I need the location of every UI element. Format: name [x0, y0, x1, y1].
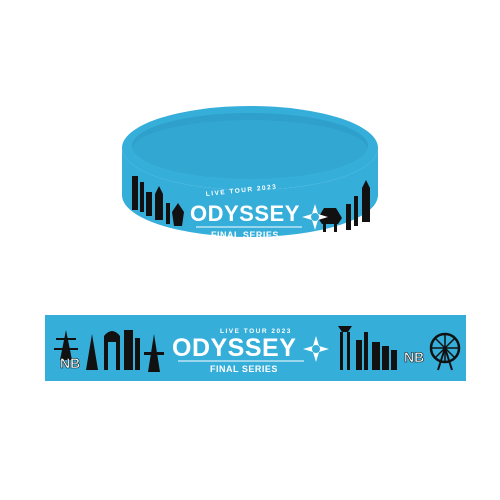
ring-inner-shade	[132, 120, 368, 180]
flat-logo-left-text: NB	[60, 355, 81, 371]
flat-torii-post-2	[347, 332, 350, 370]
ring-tower-8	[354, 196, 358, 226]
flat-pagoda-tier-1	[56, 338, 76, 340]
flat-pagoda-tier-2	[54, 348, 78, 350]
flat-building-3	[356, 340, 362, 370]
flat-building-6	[382, 346, 389, 370]
flat-logo-right-text: NB	[404, 349, 425, 365]
flat-subtitle: FINAL SERIES	[210, 364, 278, 374]
flat-tour-text: LIVE TOUR 2023	[220, 328, 292, 335]
flat-building-1	[124, 330, 133, 370]
ring-gate-post-1	[323, 218, 326, 232]
flat-logo-right	[404, 349, 424, 365]
ring-tower-5	[166, 203, 170, 224]
flat-building-4	[364, 332, 368, 370]
flat-building-7	[391, 350, 397, 370]
ring-tower-7	[346, 204, 351, 230]
ring-tower-1	[132, 176, 138, 210]
ring-tour-text: LIVE TOUR 2023	[205, 183, 278, 198]
flat-lighthouse-deck	[144, 352, 164, 355]
wristband-ring	[122, 106, 378, 240]
ring-title: ODYSSEY	[190, 201, 300, 226]
ring-tower-2	[140, 182, 144, 212]
ring-gate-post-2	[334, 218, 337, 232]
ring-subtitle: FINAL SERIES	[211, 230, 279, 240]
flat-logo-left	[60, 355, 80, 371]
flat-building-5	[372, 342, 380, 370]
wristband-flat	[45, 315, 466, 381]
flat-title: ODYSSEY	[172, 334, 297, 362]
ring-tower-9	[362, 180, 370, 222]
flat-building-2	[135, 338, 140, 370]
flat-torii-post-1	[340, 332, 343, 370]
ring-tower-3	[146, 192, 152, 216]
